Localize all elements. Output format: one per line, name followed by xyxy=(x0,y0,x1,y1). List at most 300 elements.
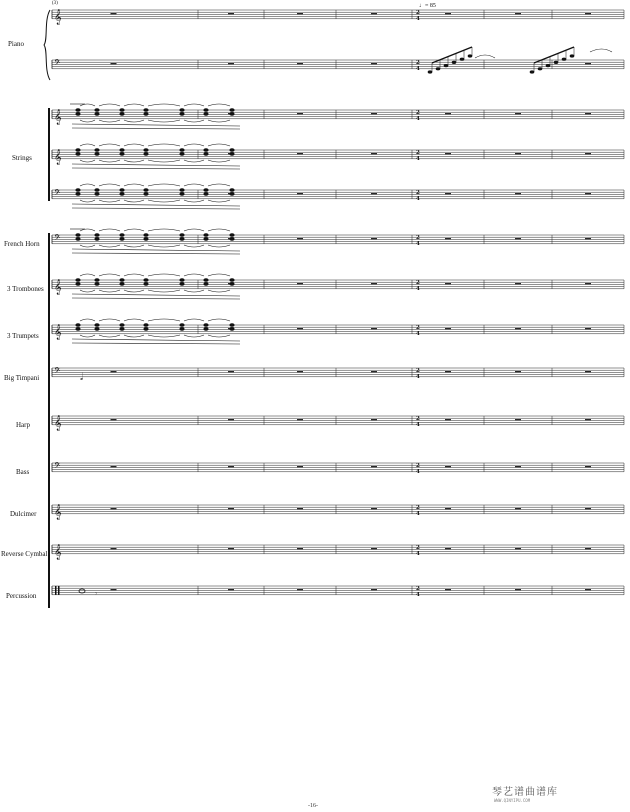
note-head xyxy=(75,278,80,282)
tie xyxy=(80,160,95,162)
time-sig-top: 2 xyxy=(416,150,420,156)
whole-rest-icon xyxy=(445,371,451,372)
tie xyxy=(208,120,230,122)
time-sig-top: 2 xyxy=(416,545,420,551)
note-head xyxy=(143,152,148,156)
note-head xyxy=(119,282,124,286)
note-head xyxy=(179,192,184,196)
whole-rest-icon xyxy=(585,419,591,420)
tie xyxy=(80,104,95,106)
note-head xyxy=(179,188,184,192)
note-head xyxy=(203,327,208,331)
note-head xyxy=(75,112,80,116)
tie xyxy=(124,319,144,321)
tie xyxy=(208,160,230,162)
note-head xyxy=(119,188,124,192)
tie xyxy=(99,335,120,337)
tempo-marking: ♩= 85 xyxy=(419,3,436,9)
label-strings: Strings xyxy=(12,154,32,162)
tie xyxy=(148,290,180,292)
note-head xyxy=(229,152,234,156)
note-head xyxy=(94,108,99,112)
whole-rest-icon xyxy=(297,13,303,14)
whole-rest-icon xyxy=(228,13,234,14)
tie xyxy=(99,144,120,146)
tie xyxy=(99,319,120,321)
note-head xyxy=(229,282,234,286)
note-head xyxy=(119,233,124,237)
time-sig-top: 2 xyxy=(416,235,420,241)
tie xyxy=(124,200,144,202)
tie xyxy=(80,290,95,292)
whole-rest-icon xyxy=(445,153,451,154)
time-sig-bottom: 4 xyxy=(416,421,420,428)
whole-rest-icon xyxy=(585,589,591,590)
tie xyxy=(99,184,120,186)
tie xyxy=(80,274,95,276)
tie xyxy=(124,229,144,231)
hairpin-line xyxy=(72,168,240,169)
tie xyxy=(208,290,230,292)
tie xyxy=(99,290,120,292)
tie xyxy=(124,290,144,292)
note-head xyxy=(75,108,80,112)
note-head xyxy=(94,148,99,152)
treble-clef-icon: 𝄞 xyxy=(54,149,62,165)
note-head xyxy=(229,327,234,331)
note-head xyxy=(538,67,543,70)
whole-rest-icon xyxy=(228,371,234,372)
tie xyxy=(80,144,95,146)
note-head xyxy=(203,192,208,196)
timpani-roll-icon: 𝅗𝅥 xyxy=(80,372,84,383)
tie xyxy=(208,200,230,202)
whole-rest-icon xyxy=(371,283,377,284)
note-head xyxy=(143,327,148,331)
tie xyxy=(99,120,120,122)
label-trumpets: 3 Trumpets xyxy=(7,332,39,340)
whole-rest-icon xyxy=(371,371,377,372)
tie xyxy=(124,144,144,146)
watermark-url: WWW.QINYIPU.COM xyxy=(494,798,531,803)
whole-rest-icon xyxy=(515,328,521,329)
note-head xyxy=(119,108,124,112)
tie xyxy=(184,160,204,162)
note-head xyxy=(75,188,80,192)
note-head xyxy=(119,152,124,156)
bass-clef-icon: 𝄢 xyxy=(54,234,61,245)
hairpin-line xyxy=(72,208,240,209)
label-big-timpani: Big Timpani xyxy=(4,374,40,382)
whole-rest-icon xyxy=(515,589,521,590)
note-head xyxy=(562,58,567,61)
whole-rest-icon xyxy=(297,371,303,372)
note-head xyxy=(546,64,551,67)
hairpin-line xyxy=(72,298,240,299)
whole-rest-icon xyxy=(111,548,117,549)
whole-rest-icon xyxy=(371,328,377,329)
tie xyxy=(184,200,204,202)
note-head xyxy=(119,192,124,196)
note-head xyxy=(119,112,124,116)
note-head xyxy=(229,233,234,237)
whole-rest-icon xyxy=(585,113,591,114)
time-sig-bottom: 4 xyxy=(416,550,420,557)
hairpin-line xyxy=(72,128,240,129)
treble-clef-icon: 𝄞 xyxy=(54,504,62,520)
whole-rest-icon xyxy=(371,589,377,590)
rest-icon: 𝄾 xyxy=(95,590,97,598)
tie xyxy=(124,120,144,122)
note-head xyxy=(143,148,148,152)
tie xyxy=(99,229,120,231)
note-head xyxy=(179,152,184,156)
bass-clef-icon: 𝄢 xyxy=(54,367,61,378)
tie xyxy=(184,335,204,337)
whole-rest-icon xyxy=(515,508,521,509)
tie xyxy=(208,104,230,106)
whole-rest-icon xyxy=(585,508,591,509)
tie xyxy=(208,229,230,231)
note-head xyxy=(179,108,184,112)
note-head xyxy=(143,237,148,241)
tie xyxy=(148,274,180,276)
tie xyxy=(184,245,204,247)
note-head xyxy=(468,54,473,57)
note-head xyxy=(179,237,184,241)
time-sig-top: 2 xyxy=(416,368,420,374)
whole-rest-icon xyxy=(515,371,521,372)
whole-rest-icon xyxy=(111,13,117,14)
whole-rest-icon xyxy=(111,466,117,467)
note-head xyxy=(94,278,99,282)
whole-rest-icon xyxy=(445,328,451,329)
time-sig-top: 2 xyxy=(416,190,420,196)
whole-rest-icon xyxy=(111,63,117,64)
whole-rest-icon xyxy=(228,548,234,549)
whole-rest-icon xyxy=(585,466,591,467)
measure-number: (3) xyxy=(52,1,58,6)
tie xyxy=(124,104,144,106)
hairpin-line xyxy=(72,343,240,344)
page-number: -16- xyxy=(308,803,318,809)
time-sig-bottom: 4 xyxy=(416,285,420,292)
whole-rest-icon xyxy=(371,193,377,194)
slur xyxy=(475,55,495,58)
note-head xyxy=(203,188,208,192)
time-sig-bottom: 4 xyxy=(416,15,420,22)
tie xyxy=(184,120,204,122)
whole-rest-icon xyxy=(515,419,521,420)
tie xyxy=(148,229,180,231)
whole-rest-icon xyxy=(371,113,377,114)
note-head xyxy=(179,278,184,282)
treble-clef-icon: 𝄞 xyxy=(54,9,62,25)
whole-rest-icon xyxy=(515,153,521,154)
tie xyxy=(99,200,120,202)
whole-rest-icon xyxy=(515,113,521,114)
whole-rest-icon xyxy=(445,548,451,549)
beam xyxy=(534,47,574,63)
label-bass: Bass xyxy=(16,468,30,476)
note-head xyxy=(75,327,80,331)
whole-rest-icon xyxy=(585,63,591,64)
whole-rest-icon xyxy=(445,589,451,590)
whole-rest-icon xyxy=(228,508,234,509)
whole-rest-icon xyxy=(515,193,521,194)
whole-rest-icon xyxy=(371,13,377,14)
note-head xyxy=(143,233,148,237)
piano-brace-icon xyxy=(44,10,50,80)
note-head xyxy=(229,188,234,192)
tie xyxy=(99,274,120,276)
note-head xyxy=(75,233,80,237)
time-sig-top: 2 xyxy=(416,505,420,511)
whole-rest-icon xyxy=(585,371,591,372)
note-head xyxy=(229,148,234,152)
tie xyxy=(208,274,230,276)
note-head xyxy=(94,233,99,237)
note-head xyxy=(94,323,99,327)
tie xyxy=(99,160,120,162)
hairpin-line xyxy=(72,204,240,206)
whole-rest-icon xyxy=(585,238,591,239)
whole-rest-icon xyxy=(111,419,117,420)
tie xyxy=(80,200,95,202)
whole-rest-icon xyxy=(371,548,377,549)
note-head xyxy=(75,323,80,327)
hairpin-line xyxy=(72,253,240,254)
whole-rest-icon xyxy=(515,13,521,14)
note-head xyxy=(119,148,124,152)
note-head xyxy=(229,108,234,112)
whole-rest-icon xyxy=(111,371,117,372)
note-head xyxy=(452,61,457,64)
note-head xyxy=(444,64,449,67)
note-head xyxy=(203,112,208,116)
time-sig-bottom: 4 xyxy=(416,468,420,475)
label-french-horn: French Horn xyxy=(4,240,40,248)
treble-clef-icon: 𝄞 xyxy=(54,544,62,560)
whole-rest-icon xyxy=(228,466,234,467)
note-head xyxy=(530,70,535,73)
whole-rest-icon xyxy=(515,466,521,467)
tie xyxy=(80,120,95,122)
note-head xyxy=(179,112,184,116)
whole-rest-icon xyxy=(585,13,591,14)
tie xyxy=(80,335,95,337)
note-head xyxy=(143,188,148,192)
treble-clef-icon: 𝄞 xyxy=(54,279,62,295)
whole-rest-icon xyxy=(228,63,234,64)
tie xyxy=(148,335,180,337)
time-sig-bottom: 4 xyxy=(416,195,420,202)
note-head xyxy=(75,152,80,156)
tie xyxy=(148,200,180,202)
note-head xyxy=(229,192,234,196)
whole-rest-icon xyxy=(297,328,303,329)
note-head xyxy=(203,323,208,327)
note-head xyxy=(94,112,99,116)
watermark: 琴艺谱曲谱库 xyxy=(492,787,558,798)
note-head xyxy=(179,282,184,286)
note-head xyxy=(203,152,208,156)
note-head xyxy=(428,70,433,73)
note-head xyxy=(94,152,99,156)
whole-rest-icon xyxy=(228,419,234,420)
tie xyxy=(124,184,144,186)
tie xyxy=(148,160,180,162)
note-head xyxy=(436,67,441,70)
whole-rest-icon xyxy=(445,466,451,467)
tie xyxy=(124,335,144,337)
note-head xyxy=(203,282,208,286)
whole-rest-icon xyxy=(585,193,591,194)
time-sig-top: 2 xyxy=(416,280,420,286)
beam xyxy=(432,47,472,63)
slur xyxy=(590,49,612,52)
whole-rest-icon xyxy=(445,283,451,284)
note-head xyxy=(143,112,148,116)
whole-rest-icon xyxy=(297,508,303,509)
whole-rest-icon xyxy=(515,283,521,284)
hairpin-line xyxy=(72,249,240,251)
tie xyxy=(124,160,144,162)
whole-rest-icon xyxy=(297,548,303,549)
whole-rest-icon xyxy=(371,419,377,420)
hairpin-line xyxy=(72,339,240,341)
time-sig-bottom: 4 xyxy=(416,330,420,337)
note-head xyxy=(203,233,208,237)
time-sig-bottom: 4 xyxy=(416,240,420,247)
time-sig-top: 2 xyxy=(416,60,420,66)
tie xyxy=(148,104,180,106)
tie xyxy=(124,245,144,247)
tie xyxy=(99,245,120,247)
whole-rest-icon xyxy=(297,283,303,284)
time-sig-top: 2 xyxy=(416,10,420,16)
whole-rest-icon xyxy=(445,13,451,14)
time-sig-bottom: 4 xyxy=(416,510,420,517)
note-head xyxy=(570,54,575,57)
whole-rest-icon xyxy=(297,63,303,64)
whole-rest-icon xyxy=(585,283,591,284)
note-head xyxy=(75,237,80,241)
tie xyxy=(208,319,230,321)
tie xyxy=(208,144,230,146)
hairpin-line xyxy=(72,294,240,296)
note-head xyxy=(119,323,124,327)
time-sig-top: 2 xyxy=(416,463,420,469)
whole-rest-icon xyxy=(371,238,377,239)
note-head xyxy=(94,192,99,196)
treble-clef-icon: 𝄞 xyxy=(54,109,62,125)
whole-rest-icon xyxy=(445,419,451,420)
bass-clef-icon: 𝄢 xyxy=(54,189,61,200)
label-dulcimer: Dulcimer xyxy=(10,510,37,518)
note-head xyxy=(229,323,234,327)
tie xyxy=(208,245,230,247)
tie xyxy=(148,319,180,321)
time-sig-bottom: 4 xyxy=(416,115,420,122)
whole-rest-icon xyxy=(297,193,303,194)
whole-rest-icon xyxy=(297,238,303,239)
tie xyxy=(148,245,180,247)
whole-rest-icon xyxy=(297,419,303,420)
tie xyxy=(124,274,144,276)
hairpin-line xyxy=(72,164,240,166)
percussion-clef-icon xyxy=(58,586,60,595)
note-head xyxy=(143,323,148,327)
whole-rest-icon xyxy=(445,238,451,239)
note-head xyxy=(75,148,80,152)
note-head xyxy=(203,108,208,112)
bass-clef-icon: 𝄢 xyxy=(54,59,61,70)
time-sig-top: 2 xyxy=(416,586,420,592)
note-head xyxy=(179,323,184,327)
note-head xyxy=(75,282,80,286)
note-head xyxy=(460,58,465,61)
note-head xyxy=(143,108,148,112)
note-head xyxy=(203,278,208,282)
tie xyxy=(184,144,204,146)
note-head xyxy=(94,282,99,286)
note-head xyxy=(143,282,148,286)
tie xyxy=(80,245,95,247)
note-head xyxy=(94,327,99,331)
whole-rest-icon xyxy=(371,466,377,467)
tie xyxy=(80,319,95,321)
time-sig-bottom: 4 xyxy=(416,373,420,380)
treble-clef-icon: 𝄞 xyxy=(54,415,62,431)
tie xyxy=(80,184,95,186)
whole-rest-icon xyxy=(445,193,451,194)
whole-rest-icon xyxy=(515,548,521,549)
tie xyxy=(184,274,204,276)
whole-rest-icon xyxy=(445,113,451,114)
note-head xyxy=(179,148,184,152)
percussion-clef-icon xyxy=(55,586,57,595)
time-sig-top: 2 xyxy=(416,325,420,331)
whole-rest-icon xyxy=(585,153,591,154)
note-head xyxy=(179,327,184,331)
whole-rest-icon xyxy=(111,589,117,590)
whole-rest-icon xyxy=(445,508,451,509)
whole-rest-icon xyxy=(297,589,303,590)
note-head xyxy=(94,188,99,192)
note-head xyxy=(75,192,80,196)
label-harp: Harp xyxy=(16,421,30,429)
note-head xyxy=(554,61,559,64)
tie xyxy=(184,319,204,321)
time-sig-top: 2 xyxy=(416,416,420,422)
tie xyxy=(148,184,180,186)
time-sig-bottom: 4 xyxy=(416,591,420,598)
note-head xyxy=(143,192,148,196)
whole-rest-icon xyxy=(585,548,591,549)
tie xyxy=(184,184,204,186)
time-sig-bottom: 4 xyxy=(416,155,420,162)
note-head xyxy=(229,278,234,282)
note-head xyxy=(203,148,208,152)
tie xyxy=(148,144,180,146)
note-head xyxy=(94,237,99,241)
time-sig-top: 2 xyxy=(416,110,420,116)
label-percussion: Percussion xyxy=(6,592,37,600)
label-reverse-cymbal: Reverse Cymbal xyxy=(1,550,48,558)
whole-rest-icon xyxy=(111,508,117,509)
whole-rest-icon xyxy=(371,153,377,154)
